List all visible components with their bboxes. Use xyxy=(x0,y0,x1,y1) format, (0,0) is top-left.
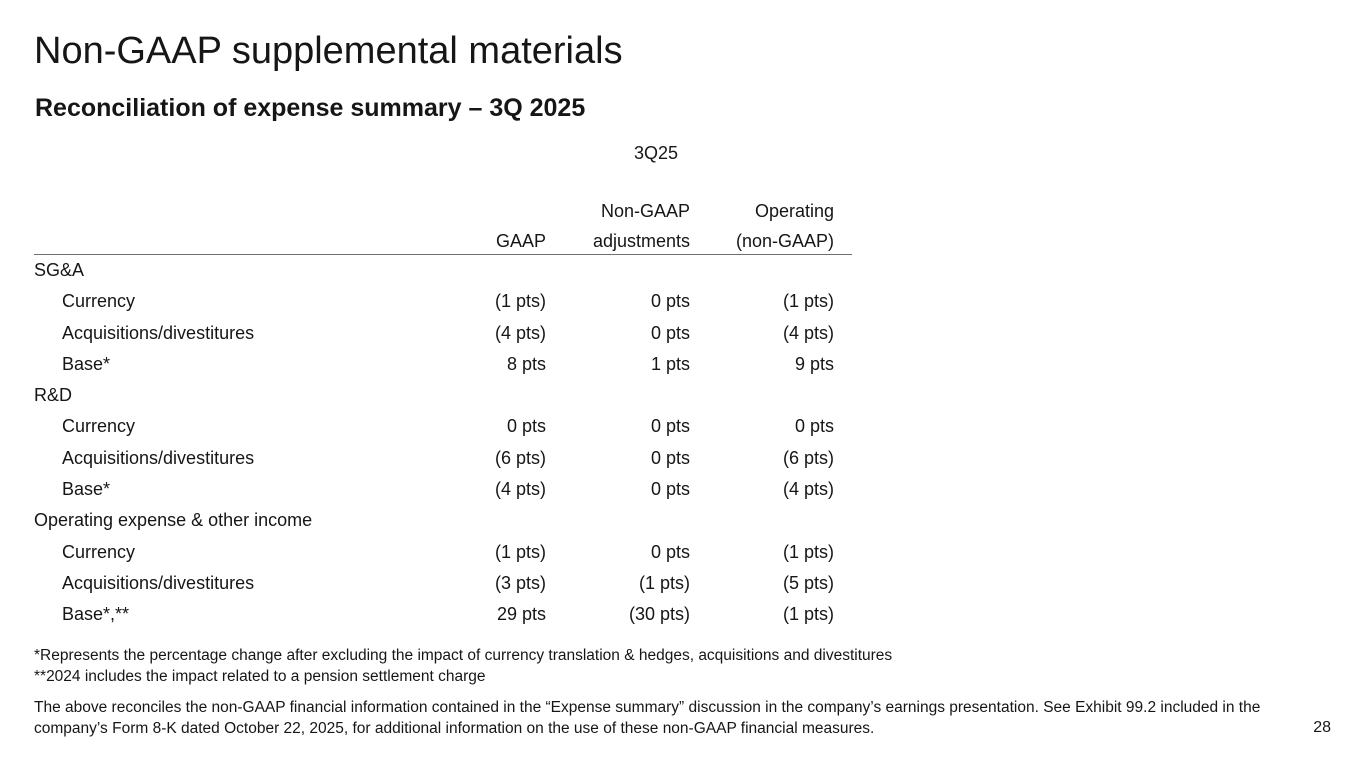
row-label: Currency xyxy=(62,291,136,312)
adjustment-value: (30 pts) xyxy=(628,604,690,625)
table-body xyxy=(34,255,852,631)
page-number: 28 xyxy=(1313,719,1331,736)
gaap-value: 8 pts xyxy=(506,353,546,374)
table-row xyxy=(34,474,852,505)
column-header-row-1 xyxy=(34,194,852,224)
gaap-value: (4 pts) xyxy=(494,479,546,500)
table-row xyxy=(34,255,852,286)
row-label: Acquisitions/divestitures xyxy=(62,447,255,468)
operating-value: (1 pts) xyxy=(782,604,834,625)
table-row xyxy=(34,568,852,599)
period-header-row xyxy=(34,143,852,194)
adjustment-value: 0 pts xyxy=(650,416,690,437)
table-row xyxy=(34,411,852,442)
row-label: Acquisitions/divestitures xyxy=(62,572,255,593)
page-subtitle: Reconciliation of expense summary – 3Q 2025 xyxy=(35,94,586,122)
reconciliation-table xyxy=(34,143,852,631)
operating-value: (1 pts) xyxy=(782,541,834,562)
section-label: R&D xyxy=(34,385,73,406)
table-row xyxy=(34,318,852,349)
gaap-value: (1 pts) xyxy=(494,541,546,562)
table-row xyxy=(34,537,852,568)
adjustments-header-line2: adjustments xyxy=(592,231,690,251)
operating-value: (1 pts) xyxy=(782,291,834,312)
adjustment-value: 0 pts xyxy=(650,291,690,312)
row-label: Base* xyxy=(62,353,111,374)
operating-value: (6 pts) xyxy=(782,447,834,468)
row-label: Acquisitions/divestitures xyxy=(62,322,255,343)
operating-header-line2: (non-GAAP) xyxy=(735,231,834,251)
column-header-row-2 xyxy=(34,224,852,255)
reconciliation-note: The above reconciles the non-GAAP financial information contained in the “Expense summary” discussion in the company’s earnings presentation. See Exhibit 99.2 included in the company’s Form 8-K dated October 22, 2025, for additional information on the use of these non-GAAP financial measures. xyxy=(34,699,1261,737)
operating-header-line1: Operating xyxy=(754,201,834,221)
row-label: Base*,** xyxy=(62,604,130,625)
gaap-value: (3 pts) xyxy=(494,572,546,593)
table-row xyxy=(34,443,852,474)
footnote-1: *Represents the percentage change after excluding the impact of currency translation & hedges, acquisitions and divestitures xyxy=(34,647,893,664)
adjustment-value: 0 pts xyxy=(650,479,690,500)
operating-value: 0 pts xyxy=(794,416,834,437)
adjustment-value: 1 pts xyxy=(650,353,690,374)
period-label: 3Q25 xyxy=(633,143,679,163)
operating-value: (4 pts) xyxy=(782,322,834,343)
gaap-value: 0 pts xyxy=(506,416,546,437)
section-label: Operating expense & other income xyxy=(34,510,313,531)
adjustment-value: 0 pts xyxy=(650,322,690,343)
adjustment-value: (1 pts) xyxy=(638,572,690,593)
table-row xyxy=(34,380,852,411)
footnote-2: **2024 includes the impact related to a pension settlement charge xyxy=(34,668,486,685)
page-title: Non-GAAP supplemental materials xyxy=(34,30,623,72)
gaap-header: GAAP xyxy=(495,231,546,251)
table-row xyxy=(34,349,852,380)
table-row xyxy=(34,505,852,536)
operating-value: 9 pts xyxy=(794,353,834,374)
gaap-value: 29 pts xyxy=(496,604,546,625)
adjustment-value: 0 pts xyxy=(650,541,690,562)
gaap-value: (1 pts) xyxy=(494,291,546,312)
table-row xyxy=(34,286,852,317)
operating-value: (4 pts) xyxy=(782,479,834,500)
row-label: Currency xyxy=(62,416,136,437)
row-label: Base* xyxy=(62,479,111,500)
operating-value: (5 pts) xyxy=(782,572,834,593)
table-row xyxy=(34,599,852,630)
section-label: SG&A xyxy=(34,260,85,280)
row-label: Currency xyxy=(62,541,136,562)
gaap-value: (6 pts) xyxy=(494,447,546,468)
adjustment-value: 0 pts xyxy=(650,447,690,468)
adjustments-header-line1: Non-GAAP xyxy=(600,201,690,221)
gaap-value: (4 pts) xyxy=(494,322,546,343)
